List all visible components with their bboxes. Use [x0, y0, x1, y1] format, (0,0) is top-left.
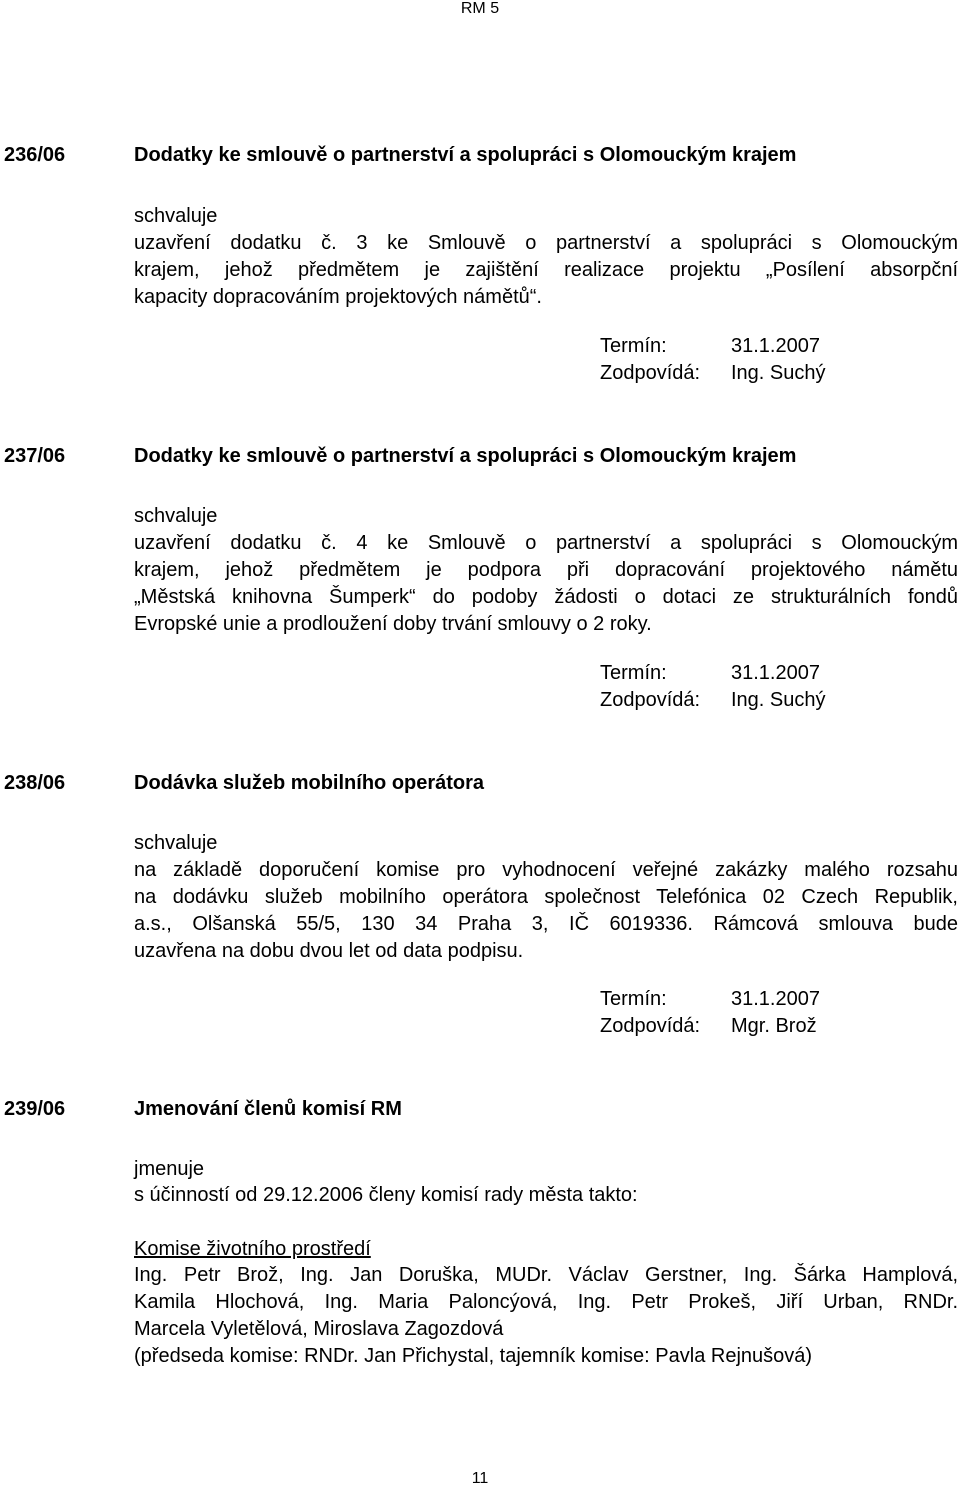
page-header: RM 5 [460, 0, 500, 17]
deadline-value: 31.1.2007 [731, 335, 820, 357]
deadline-label: Termín: [600, 335, 667, 357]
resolution-verb: jmenuje [134, 1158, 205, 1180]
resolution-verb: schvaluje [134, 505, 218, 527]
text-line: uzavření dodatku č. 4 ke Smlouvě o partnerství a spolupráci s Olomouckým [134, 532, 958, 554]
text-line: na základě doporučení komise pro vyhodnocení veřejné zakázky malého rozsahu [134, 859, 958, 881]
resolution-text [134, 230, 958, 311]
resolution-number: 237/06 [4, 445, 66, 467]
text-line: a.s., Olšanská 55/5, 130 34 Praha 3, IČ 6019336. Rámcová smlouva bude [134, 913, 958, 935]
text-line: Ing. Petr Brož, Ing. Jan Doruška, MUDr. Václav Gerstner, Ing. Šárka Hamplová, [134, 1264, 958, 1286]
responsible [600, 1013, 817, 1040]
page-number: 11 [471, 1470, 489, 1487]
responsible-label: Zodpovídá: [600, 689, 701, 711]
responsible-value: Ing. Suchý [731, 689, 826, 711]
text-line: „Městská knihovna Šumperk“ do podoby žádosti o dotaci ze strukturálních fondů [134, 586, 958, 608]
responsible-label: Zodpovídá: [600, 362, 701, 384]
deadline [600, 986, 820, 1013]
text-line: Marcela Vyletělová, Miroslava Zagozdová [134, 1318, 504, 1340]
deadline [600, 660, 820, 687]
resolution-number: 236/06 [4, 144, 66, 166]
resolution-title: Jmenování členů komisí RM [134, 1098, 402, 1120]
deadline-value: 31.1.2007 [731, 662, 820, 684]
commission-members [134, 1262, 958, 1370]
text-line: (předseda komise: RNDr. Jan Přichystal, tajemník komise: Pavla Rejnušová) [134, 1345, 813, 1367]
resolution-number: 238/06 [4, 772, 66, 794]
responsible [600, 360, 826, 387]
commission-name: Komise životního prostředí [134, 1238, 371, 1260]
text-line: kapacity dopracováním projektových námětů“. [134, 286, 542, 308]
resolution-number: 239/06 [4, 1098, 66, 1120]
resolution-text [134, 530, 958, 638]
text-line: uzavřena na dobu dvou let od data podpisu. [134, 940, 524, 962]
responsible-label: Zodpovídá: [600, 1015, 701, 1037]
responsible-value: Mgr. Brož [731, 1015, 817, 1037]
deadline-label: Termín: [600, 988, 667, 1010]
resolution-verb: schvaluje [134, 205, 218, 227]
resolution-text [134, 857, 958, 965]
resolution-intro: s účinností od 29.12.2006 členy komisí rady města takto: [134, 1184, 638, 1206]
resolution-title: Dodatky ke smlouvě o partnerství a spolupráci s Olomouckým krajem [134, 144, 797, 166]
resolution-verb: schvaluje [134, 832, 218, 854]
deadline-label: Termín: [600, 662, 667, 684]
resolution-title: Dodatky ke smlouvě o partnerství a spolupráci s Olomouckým krajem [134, 445, 797, 467]
text-line: Kamila Hlochová, Ing. Maria Paloncýová, Ing. Petr Prokeš, Jiří Urban, RNDr. [134, 1291, 958, 1313]
text-line: na dodávku služeb mobilního operátora společnost Telefónica 02 Czech Republik, [134, 886, 958, 908]
text-line: krajem, jehož předmětem je zajištění realizace projektu „Posílení absorpční [134, 259, 958, 281]
text-line: Evropské unie a prodloužení doby trvání smlouvy o 2 roky. [134, 613, 652, 635]
deadline [600, 333, 820, 360]
responsible [600, 687, 826, 714]
text-line: uzavření dodatku č. 3 ke Smlouvě o partnerství a spolupráci s Olomouckým [134, 232, 958, 254]
deadline-value: 31.1.2007 [731, 988, 820, 1010]
resolution-title: Dodávka služeb mobilního operátora [134, 772, 485, 794]
text-line: krajem, jehož předmětem je podpora při dopracování projektového námětu [134, 559, 958, 581]
responsible-value: Ing. Suchý [731, 362, 826, 384]
